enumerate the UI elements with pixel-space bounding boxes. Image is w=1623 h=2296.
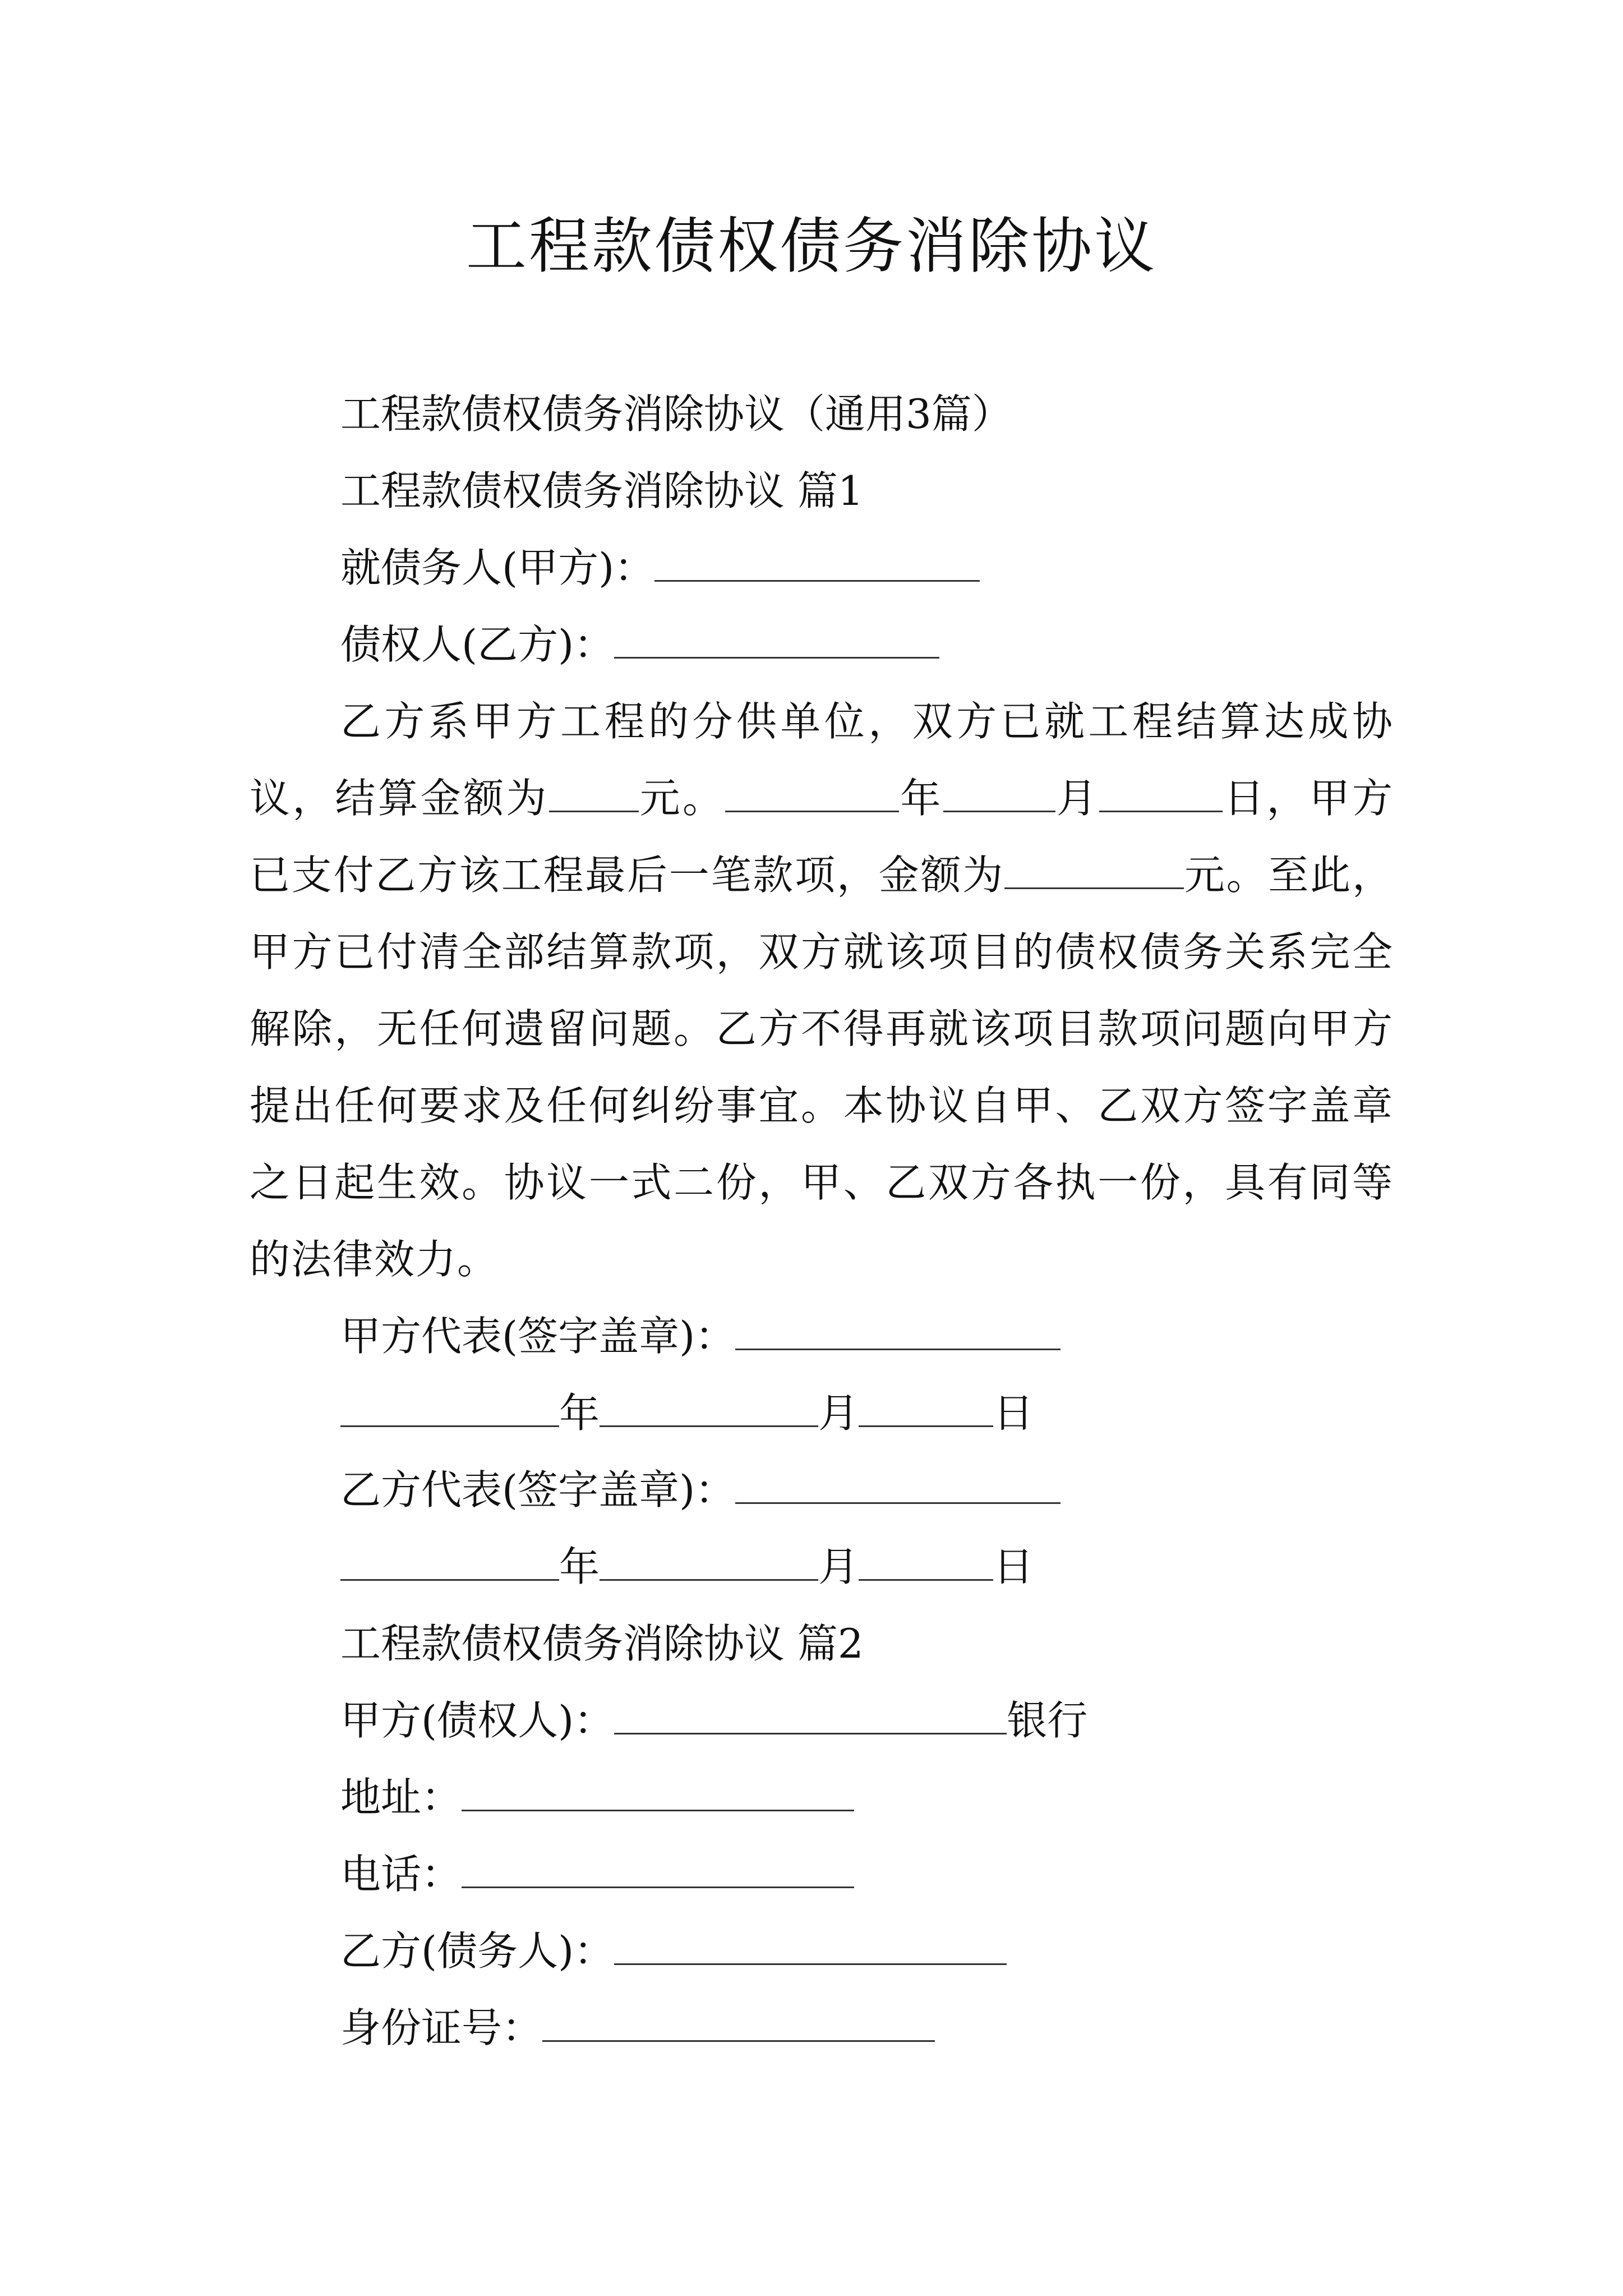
address-label: 地址： (340, 1774, 462, 1821)
party-b-month-blank[interactable] (600, 1542, 818, 1581)
party-a-month-blank[interactable] (600, 1388, 818, 1427)
part2-party-a-label: 甲方(债权人)： (340, 1697, 615, 1744)
creditor-line (250, 606, 1394, 683)
payment-year-blank[interactable] (725, 774, 899, 812)
final-amount-blank[interactable] (1004, 850, 1184, 889)
payment-month-blank[interactable] (943, 774, 1055, 812)
address-line (250, 1759, 1394, 1836)
paragraph-text-5: 日，甲方已支付乙方该工程最后一笔款项，金额为 (250, 775, 1394, 899)
payment-day-blank[interactable] (1099, 774, 1223, 812)
document-body (250, 376, 1394, 2067)
phone-blank[interactable] (462, 1849, 854, 1888)
phone-line (250, 1836, 1394, 1913)
part1-heading: 工程款债权债务消除协议 篇1 (340, 467, 864, 514)
debtor-blank[interactable] (654, 543, 980, 582)
party-a-rep-line (250, 1298, 1394, 1375)
year-label: 年 (559, 1389, 600, 1437)
debtor-line (250, 530, 1394, 606)
party-b-rep-label: 乙方代表(签字盖章)： (340, 1466, 736, 1513)
document-subtitle: 工程款债权债务消除协议（通用3篇） (340, 390, 1012, 438)
day-label: 日 (993, 1389, 1034, 1437)
party-a-signature-blank[interactable] (735, 1312, 1061, 1350)
party-a-day-blank[interactable] (859, 1388, 993, 1427)
party-b-signature-blank[interactable] (735, 1465, 1061, 1504)
month-label: 月 (818, 1543, 859, 1590)
day-label: 日 (993, 1543, 1034, 1590)
agreement-paragraph (250, 683, 1394, 1298)
paragraph-text-4: 月 (1055, 775, 1100, 822)
party-b-day-blank[interactable] (859, 1542, 993, 1581)
bank-name-blank[interactable] (614, 1696, 1007, 1734)
paragraph-text-1: 乙方系甲方工程的分供单位，双方已就工程结算达成协议，结算金额为 (250, 698, 1394, 822)
address-blank[interactable] (462, 1773, 854, 1811)
paragraph-text-3: 年 (899, 775, 943, 822)
phone-label: 电话： (340, 1851, 462, 1898)
party-a-rep-label: 甲方代表(签字盖章)： (340, 1313, 736, 1360)
party-a-date-line (250, 1375, 1394, 1452)
settlement-amount-blank[interactable] (549, 774, 639, 812)
id-number-label: 身份证号： (340, 2004, 543, 2051)
party-b-year-blank[interactable] (340, 1542, 559, 1581)
paragraph-text-6: 元。至此，甲方已付清全部结算款项，双方就该项目的债权债务关系完全解除，无任何遗留问题。乙方不得再就该项目款项问题向甲方提出任何要求及任何纠纷事宜。本协议自甲、乙双方签字盖章之日起生效。协议一式二份，甲、乙双方各执一份，具有同等的法律效力。 (250, 852, 1394, 1283)
party-a-year-blank[interactable] (340, 1388, 559, 1427)
debtor-label: 就债务人(甲方)： (340, 544, 655, 591)
year-label: 年 (559, 1543, 600, 1590)
part2-party-b-label: 乙方(债务人)： (340, 1927, 615, 1975)
part2-party-b-line (250, 1913, 1394, 1990)
creditor-blank[interactable] (614, 620, 939, 659)
document-title: 工程款债权债务消除协议 (465, 211, 1157, 282)
bank-suffix: 银行 (1007, 1697, 1088, 1744)
party-b-date-line (250, 1529, 1394, 1605)
party-b-rep-line (250, 1452, 1394, 1529)
creditor-label: 债权人(乙方)： (340, 621, 615, 668)
debtor-name-blank[interactable] (614, 1926, 1007, 1965)
paragraph-text-2: 元。 (638, 775, 726, 822)
part2-party-a-line (250, 1682, 1394, 1759)
month-label: 月 (818, 1389, 859, 1437)
id-number-blank[interactable] (542, 2003, 935, 2042)
id-number-line (250, 1990, 1394, 2067)
part2-heading: 工程款债权债务消除协议 篇2 (340, 1620, 864, 1667)
